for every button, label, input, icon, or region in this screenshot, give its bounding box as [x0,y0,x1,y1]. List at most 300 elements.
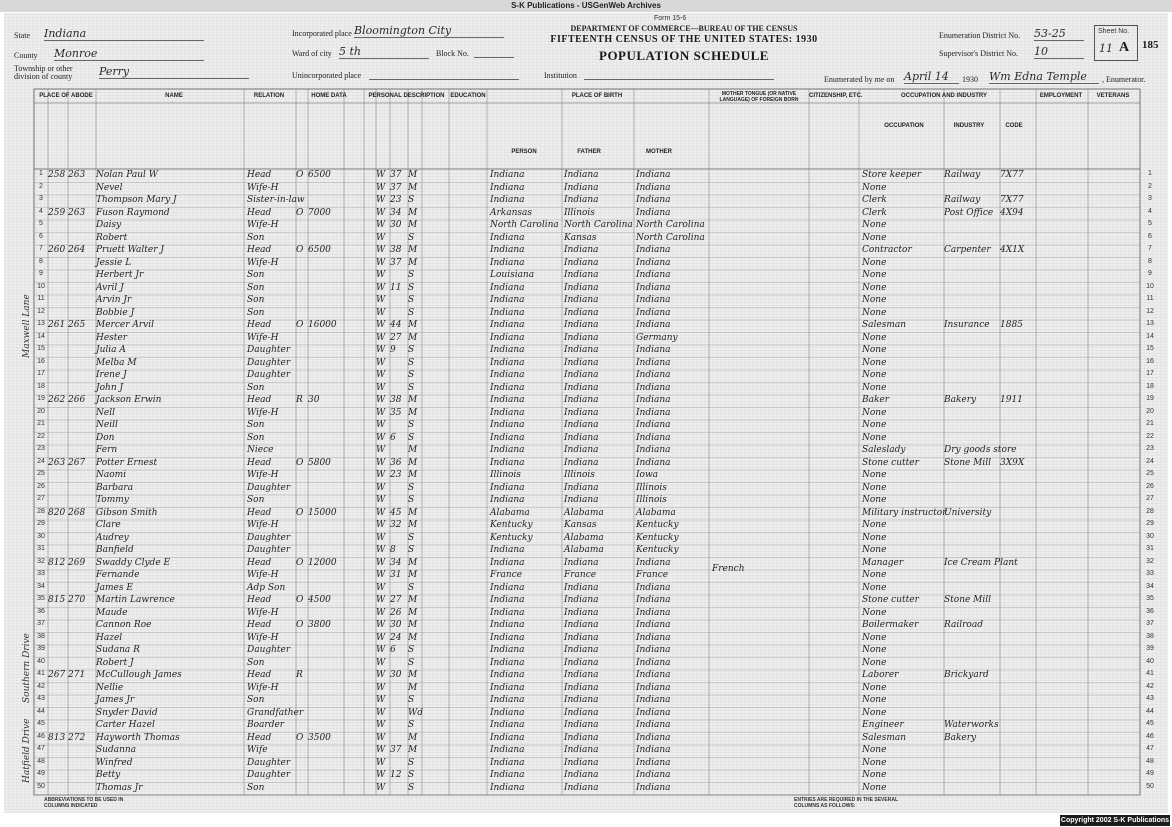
person-name: Audrey [96,532,129,543]
birthplace-father: Indiana [564,382,599,393]
line-number-right: 16 [1146,357,1154,365]
form-number: Form 15-6 [654,15,687,22]
occupation: None [862,770,887,780]
line-number: 11 [37,295,45,302]
race: W [376,532,386,543]
occupation: None [862,257,887,268]
birthplace-mother: Indiana [636,307,671,318]
relation: Son [247,307,265,318]
line-number: 25 [37,470,45,477]
birthplace-mother: Germany [636,332,678,343]
department: DEPARTMENT OF COMMERCE—BUREAU OF THE CENSUS [570,24,798,33]
occupation: Stone cutter [862,457,919,468]
race: W [376,620,386,630]
birthplace-father: Indiana [564,370,599,380]
birthplace-mother: Indiana [636,370,671,380]
line-number: 27 [37,495,45,502]
occupation: Manager [862,557,904,568]
relation: Daughter [247,370,291,380]
birthplace-father: Indiana [564,732,599,743]
family-number: 263 [68,207,86,218]
family-number: 272 [68,732,86,743]
birthplace-person: Indiana [490,720,525,730]
occupation: Clerk [862,207,887,218]
relation: Son [247,420,265,430]
birthplace-father: Indiana [564,195,599,205]
marital-status: S [408,295,415,305]
marital-status: M [408,607,418,618]
enumeration-district-value: 53-25 [1034,27,1084,41]
line-number: 30 [37,532,45,540]
age: 23 [390,195,402,205]
occupation: None [862,707,887,718]
line-number: 19 [37,395,45,402]
line-number: 6 [39,232,43,240]
birthplace-mother: Kentucky [636,532,679,543]
birthplace-mother: Indiana [636,270,671,280]
line-number-right: 24 [1146,457,1154,465]
marital-status: S [408,757,415,768]
house-number: 812 [48,557,66,568]
birthplace-father: Alabama [564,545,604,555]
birthplace-person: Indiana [490,445,525,455]
person-name: Maude [96,607,128,618]
line-number: 40 [37,657,45,665]
birthplace-person: Indiana [490,432,525,443]
home-value: 5800 [308,457,331,468]
home-tenure: O [296,620,304,630]
line-number: 5 [39,220,43,227]
line-number: 35 [37,595,45,602]
house-number: 267 [48,670,66,680]
line-number: 10 [37,282,45,290]
unincorporated-label: Unincorporated place [292,71,362,80]
marital-status: S [408,545,415,555]
enumerated-year: 1930 [962,75,978,84]
marital-status: S [408,720,415,730]
marital-status: M [408,445,418,455]
relation: Son [247,495,265,505]
footer [34,795,1140,811]
marital-status: M [408,220,418,230]
group-place-of-abode: PLACE OF ABODE [39,93,93,99]
birthplace-person: Indiana [490,582,525,593]
group-education: EDUCATION [450,93,486,99]
race: W [376,420,386,430]
line-number-right: 20 [1146,407,1154,415]
marital-status: M [408,257,418,268]
mother-tongue-entry: French [712,564,745,574]
occupation: None [862,532,887,543]
line-number-right: 34 [1146,582,1154,590]
house-number: 258 [48,170,66,180]
line-number: 17 [37,370,45,377]
census-sheet [4,13,1168,813]
relation: Daughter [247,770,291,780]
birthplace-person: Indiana [490,757,525,768]
line-number: 3 [39,195,43,202]
person-name: Jessie L [96,257,132,268]
home-value: 16000 [308,320,337,330]
birthplace-mother: Indiana [636,407,671,418]
occupation-code: 7X77 [1000,170,1024,180]
line-number-right: 28 [1146,507,1154,515]
race: W [376,432,386,443]
person-name: Naomi [96,470,127,480]
line-number-right: 11 [1146,295,1154,302]
person-name: Sudana R [96,645,140,655]
age: 12 [390,770,402,780]
relation: Son [247,657,265,668]
occupation-code: 7X77 [1000,195,1024,205]
relation: Head [247,507,272,518]
birthplace-person: Indiana [490,295,525,305]
relation: Daughter [247,482,291,493]
person-name: Robert J [96,657,134,668]
occupation: None [862,645,887,655]
birthplace-father: Indiana [564,245,599,255]
birthplace-person: Indiana [490,257,525,268]
relation: Head [247,557,272,568]
subheader-mother: MOTHER [646,149,672,155]
birthplace-person: Indiana [490,245,525,255]
race: W [376,195,386,205]
family-number: 271 [68,670,86,680]
birthplace-father: Indiana [564,682,599,693]
age: 31 [390,570,402,580]
age: 37 [390,257,402,268]
marital-status: S [408,345,415,355]
marital-status: S [408,370,415,380]
relation: Daughter [247,645,291,655]
birthplace-person: Indiana [490,307,525,318]
race: W [376,657,386,668]
occupation: None [862,582,887,593]
home-tenure: O [296,507,304,518]
age: 36 [390,457,402,468]
person-name: Herbert Jr [96,270,144,280]
birthplace-father: Indiana [564,782,599,793]
margin-note-southern: Southern Drive [22,633,32,703]
age: 44 [390,320,402,330]
occupation: None [862,757,887,768]
birthplace-mother: Indiana [636,357,671,368]
home-tenure: O [296,170,304,180]
birthplace-mother: Indiana [636,670,671,680]
race: W [376,257,386,268]
birthplace-person: France [490,570,523,580]
group-home-data: HOME DATA [311,93,347,99]
race: W [376,720,386,730]
relation: Son [247,432,265,443]
race: W [376,632,386,643]
occupation: None [862,307,887,318]
birthplace-father: Indiana [564,182,599,193]
line-number: 36 [37,607,45,615]
marital-status: S [408,782,415,793]
birthplace-mother: Indiana [636,682,671,693]
line-number-right: 22 [1146,432,1154,440]
line-number: 4 [39,207,43,215]
birthplace-person: Indiana [490,782,525,793]
birthplace-mother: Indiana [636,195,671,205]
person-name: Don [96,432,115,443]
line-number: 39 [37,645,45,652]
birthplace-person: Indiana [490,770,525,780]
race: W [376,182,386,193]
line-number-right: 19 [1146,395,1154,402]
age: 37 [390,745,402,755]
subheader-occupation: OCCUPATION [884,123,924,129]
birthplace-mother: Indiana [636,457,671,468]
birthplace-person: Alabama [490,507,530,518]
line-number: 43 [37,695,45,702]
line-number-right: 43 [1146,695,1154,702]
age: 8 [390,545,396,555]
line-number: 31 [37,545,45,552]
race: W [376,270,386,280]
incorporated-place-label: Incorporated place [292,29,352,38]
occupation: None [862,782,887,793]
birthplace-mother: Indiana [636,770,671,780]
line-number: 41 [37,670,45,677]
ward-label: Ward of city [292,49,332,58]
marital-status: M [408,632,418,643]
home-tenure: O [296,595,304,605]
line-number: 20 [37,407,45,415]
birthplace-person: Indiana [490,645,525,655]
line-number: 24 [37,457,45,465]
birthplace-father: Alabama [564,532,604,543]
relation: Wife-H [247,220,279,230]
birthplace-father: Indiana [564,257,599,268]
marital-status: M [408,557,418,568]
enumerated-date: April 14 [904,70,959,84]
person-name: Arvin Jr [96,295,132,305]
occupation: Saleslady [862,445,906,455]
line-number-right: 50 [1146,782,1154,790]
relation: Daughter [247,345,291,355]
line-number: 21 [37,420,45,427]
relation: Wife-H [247,470,279,480]
group-mother-tongue: MOTHER TONGUE (OR NATIVE LANGUAGE) OF FOREIGN BORN [719,91,799,103]
race: W [376,332,386,343]
line-number-right: 6 [1148,232,1152,240]
relation: Daughter [247,757,291,768]
birthplace-person: Kentucky [490,520,533,530]
birthplace-person: Indiana [490,557,525,568]
industry: Brickyard [944,670,989,680]
birthplace-father: Indiana [564,620,599,630]
birthplace-father: Indiana [564,645,599,655]
marital-status: M [408,595,418,605]
race: W [376,745,386,755]
group-employment: EMPLOYMENT [1039,93,1083,99]
birthplace-person: Indiana [490,382,525,393]
line-number: 34 [37,582,45,590]
relation: Wife-H [247,332,279,343]
line-number-right: 37 [1146,620,1154,627]
birthplace-person: Arkansas [490,207,533,218]
birthplace-person: Indiana [490,657,525,668]
race: W [376,395,386,405]
person-name: Hayworth Thomas [96,732,180,743]
occupation: None [862,470,887,480]
marital-status: S [408,532,415,543]
marital-status: S [408,195,415,205]
line-number-right: 8 [1148,257,1152,265]
age: 37 [390,182,402,193]
occupation: None [862,632,887,643]
race: W [376,470,386,480]
industry: Dry goods store [944,445,1017,455]
race: W [376,582,386,593]
ward-value: 5 th [339,45,429,59]
birthplace-mother: Indiana [636,657,671,668]
industry: Railroad [944,620,983,630]
race: W [376,595,386,605]
birthplace-father: Indiana [564,357,599,368]
birthplace-father: Illinois [564,470,595,480]
race: W [376,645,386,655]
relation: Wife-H [247,407,279,418]
relation: Wife-H [247,607,279,618]
person-name: Pruett Walter J [96,245,165,255]
birthplace-person: Kentucky [490,532,533,543]
marital-status: M [408,620,418,630]
industry: Bakery [944,395,977,405]
birthplace-mother: Indiana [636,632,671,643]
relation: Head [247,670,272,680]
occupation: None [862,657,887,668]
birthplace-mother: Indiana [636,707,671,718]
marital-status: M [408,395,418,405]
birthplace-person: Indiana [490,682,525,693]
race: W [376,282,386,293]
birthplace-mother: Indiana [636,382,671,393]
person-name: McCullough James [96,670,182,680]
occupation: None [862,520,887,530]
person-name: Snyder David [96,707,158,718]
birthplace-mother: Indiana [636,745,671,755]
relation: Head [247,620,272,630]
occupation: Contractor [862,245,912,255]
person-name: Mercer Arvil [96,320,155,330]
birthplace-mother: Indiana [636,432,671,443]
birthplace-father: Indiana [564,770,599,780]
race: W [376,320,386,330]
occupation: None [862,482,887,493]
relation: Head [247,395,272,405]
relation: Daughter [247,357,291,368]
birthplace-father: Indiana [564,707,599,718]
house-number: 815 [48,595,66,605]
industry: Waterworks [944,720,999,730]
race: W [376,307,386,318]
county-label: County [14,51,38,60]
house-number: 260 [48,245,66,255]
birthplace-mother: Indiana [636,782,671,793]
race: W [376,345,386,355]
home-value: 12000 [308,557,337,568]
occupation: None [862,295,887,305]
birthplace-father: Indiana [564,607,599,618]
relation: Head [247,732,272,743]
birthplace-mother: Indiana [636,757,671,768]
line-number-right: 1 [1148,170,1152,177]
occupation: None [862,570,887,580]
age: 27 [390,332,402,343]
relation: Son [247,695,265,705]
birthplace-mother: North Carolina [636,220,705,230]
industry: Carpenter [944,245,991,255]
marital-status: S [408,382,415,393]
occupation: None [862,345,887,355]
relation: Son [247,232,265,243]
line-number-right: 36 [1146,607,1154,615]
margin-note-maxwell: Maxwell Lane [22,294,32,358]
person-name: James Jr [96,695,135,705]
birthplace-father: Indiana [564,320,599,330]
birthplace-person: Indiana [490,745,525,755]
birthplace-person: Indiana [490,370,525,380]
line-number: 1 [39,170,43,177]
marital-status: M [408,670,418,680]
line-number-right: 41 [1146,670,1154,677]
relation: Wife [247,745,268,755]
birthplace-mother: Indiana [636,295,671,305]
home-tenure: O [296,732,304,743]
person-name: Avril J [96,282,124,293]
person-name: Winfred [96,757,133,768]
occupation: None [862,182,887,193]
line-number: 49 [37,770,45,777]
page-number: 185 [1142,39,1159,51]
industry: Post Office [944,207,994,218]
occupation: Engineer [862,720,904,730]
relation: Head [247,595,272,605]
family-number: 267 [68,457,86,468]
age: 23 [390,470,402,480]
marital-status: M [408,457,418,468]
line-number-right: 13 [1146,320,1154,327]
age: 34 [390,207,402,218]
occupation: None [862,407,887,418]
line-number-right: 15 [1146,345,1154,352]
person-name: Clare [96,520,121,530]
line-number: 47 [37,745,45,752]
age: 30 [390,670,402,680]
line-number-right: 44 [1146,707,1154,715]
occupation: None [862,745,887,755]
birthplace-person: Indiana [490,407,525,418]
marital-status: M [408,407,418,418]
age: 9 [390,345,396,355]
person-name: Bobbie J [96,307,135,318]
marital-status: S [408,357,415,368]
birthplace-mother: Indiana [636,395,671,405]
birthplace-father: Alabama [564,507,604,518]
home-tenure: O [296,557,304,568]
birthplace-person: Louisiana [490,270,535,280]
occupation: Stone cutter [862,595,919,605]
house-number: 813 [48,732,66,743]
line-number: 26 [37,482,45,490]
age: 38 [390,395,402,405]
person-name: Cannon Roe [96,620,152,630]
relation: Son [247,282,265,293]
race: W [376,357,386,368]
